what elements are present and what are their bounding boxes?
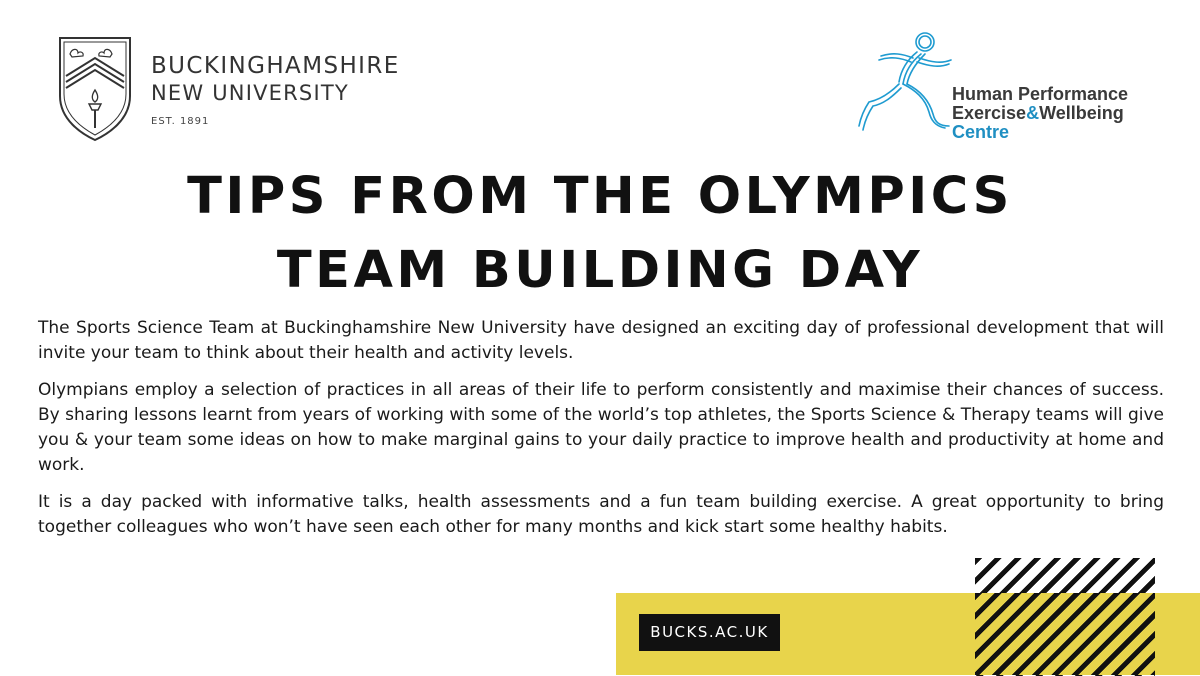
centre-logo: [855, 28, 1175, 143]
paragraph-olympians: Olympians employ a selection of practices in all areas of their life to perform consistently and maximise their chances of success. By sharing lessons learnt from years of working with some of the world’s top athletes, the Sports Science & Therapy teams will give you & your team some ideas on how to make marginal gains to your daily practice to improve health and productivity at home and work.: [38, 380, 1164, 475]
centre-name-line2-b: Wellbeing: [1039, 103, 1124, 123]
body-text: [38, 316, 1164, 552]
centre-name-line3: Centre: [952, 122, 1010, 142]
title-line2: TEAM BUILDING DAY: [276, 241, 924, 300]
centre-name-line2: [952, 104, 1128, 123]
university-name-line2: NEW UNIVERSITY: [151, 81, 349, 105]
title-line1: TIPS FROM THE OLYMPICS: [187, 167, 1013, 226]
website-link[interactable]: BUCKS.AC.UK: [639, 614, 780, 651]
paragraph-intro: The Sports Science Team at Buckinghamshire New University have designed an exciting day of professional development that will invite your team to think about their health and activity levels.: [38, 318, 1164, 363]
university-established: EST. 1891: [151, 116, 210, 127]
runner-logo-icon: [855, 28, 963, 138]
centre-wordmark: [952, 85, 1128, 142]
centre-name-line1: Human Performance: [952, 84, 1129, 104]
page-title: [0, 160, 1200, 308]
centre-name-line2-a: Exercise: [952, 103, 1027, 123]
university-wordmark: [151, 52, 400, 127]
paragraph-day: It is a day packed with informative talks, health assessments and a fun team building exercise. A great opportunity to bring together colleagues who won’t have seen each other for many months and kick start some healthy habits.: [38, 492, 1164, 537]
university-logo: [58, 36, 418, 146]
university-crest-icon: [58, 36, 132, 142]
university-name-line1: BUCKINGHAMSHIRE: [151, 53, 400, 79]
centre-name-ampersand: &: [1026, 103, 1040, 123]
diagonal-stripes-overlay: [975, 593, 1155, 675]
